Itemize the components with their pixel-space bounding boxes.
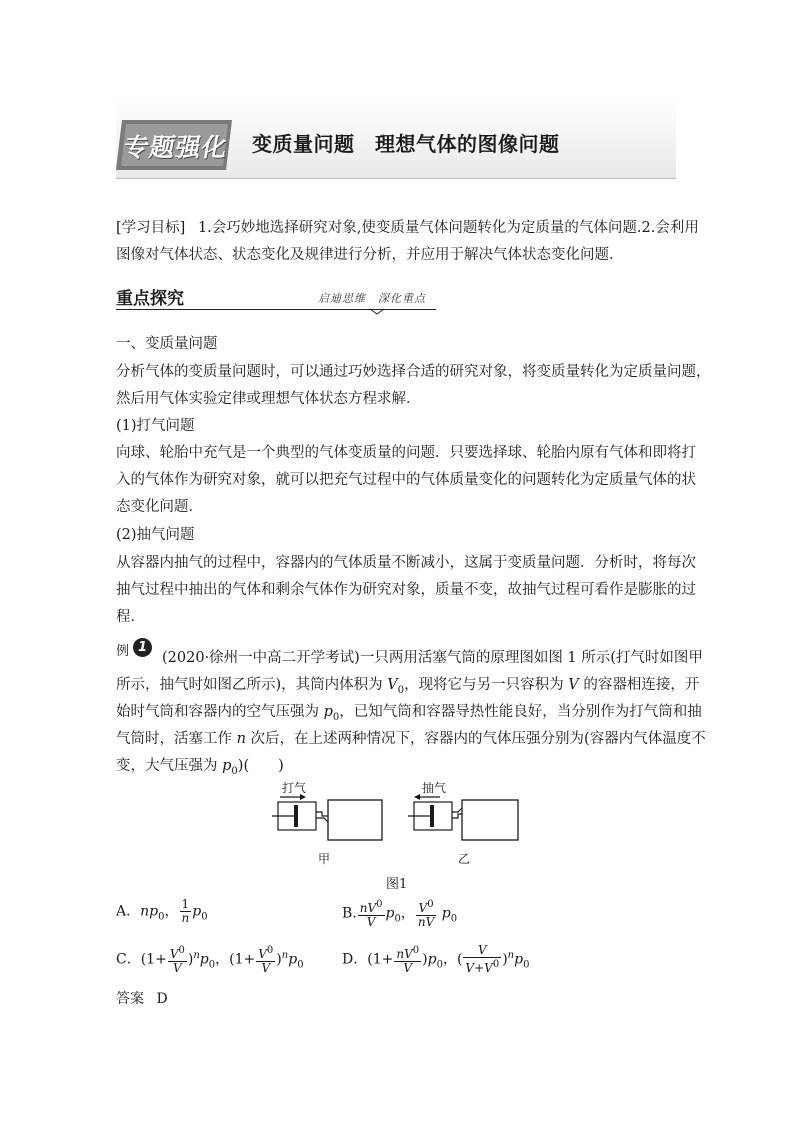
objectives-label: [学习目标] [116,220,186,236]
sub1-line-1: 向球、轮胎中充气是一个典型的气体变质量的问题．只要选择球、轮胎内原有气体和即将打 [116,445,696,461]
page-title: 变质量问题 理想气体的图像问题 [252,132,560,156]
part1-intro-1: 分析气体的变质量问题时，可以通过巧妙选择合适的研究对象，将变质量转化为定质量问题， [116,364,711,380]
example-line-2: 所示，抽气时如图乙所示)，其筒内体积为 $V_0$，现将它与另一只容积为 V 的容器相连接，开 [116,677,700,696]
example-line-3: 始时气筒和容器内的空气压强为 $p_0$，已知气筒和容器导热性能良好，当分别作为打气筒和抽 [116,704,702,723]
figure-caption: 图1 [386,877,408,892]
sub2-line-1: 从容器内抽气的过程中，容器内的气体质量不断减小，这属于变质量问题．分析时，将每次 [116,555,696,571]
example-label: 例 [116,644,130,659]
valve-a [316,812,328,816]
option-b[interactable]: B. $\frac{nV^0}{V}$ $p_0$， $\frac{V^0}{nV}$ $p_0$ [342,899,458,929]
section-divider [116,309,436,310]
example-line-4: 气筒时，活塞工作 n 次后，在上述两种情况下，容器内的气体压强分别为(容器内气体温度不 [116,731,706,747]
sub1-line-2: 入的气体作为研究对象，就可以把充气过程中的气体质量变化的问题转化为定质量气体的状 [116,472,696,488]
option-a[interactable]: A．$np_0$， $\frac{1}{n}$ $p_0$ [116,897,208,925]
container-b [462,800,518,840]
example-line-1: (2020·徐州一中高二开学考试)一只两用活塞气筒的原理图如图 1 所示(打气时如图甲 [162,650,703,666]
pump-diagram [270,776,530,846]
label-pump: 打气 [282,781,307,795]
sub1-title: (1)打气问题 [116,418,195,434]
answer-value: D [156,991,168,1007]
option-c[interactable]: C．(1+ $\frac{V^0}{V}$ )$^np_0$，(1+ $\frac{V^0}{V}$ )$^np_0$ [116,945,304,975]
sub2-line-3: 程． [116,609,145,625]
piston-b [430,805,434,827]
piston-a [294,805,298,827]
part1-intro-2: 然后用气体实验定律或理想气体状态方程求解． [116,391,421,407]
section-subtitle: 启迪思维 深化重点 [318,292,426,305]
arrow-left-head-icon [414,794,420,800]
label-suck: 抽气 [422,781,447,795]
part1-title: 一、变质量问题 [116,336,218,352]
answer [116,988,168,1008]
example-line-5: 变，大气压强为 $p_0$)( ) [116,758,284,777]
option-d[interactable]: D．(1+ $\frac{nV^0}{V}$ )$p_0$，( $\frac{V}{V+V^0}$ )$^np_0$ [342,943,530,975]
valve-b [452,808,462,812]
section-heading: 重点探究 [116,289,184,309]
suction-mode-diagram [408,794,518,840]
pump-mode-diagram [272,794,382,840]
caption-b: 乙 [458,852,471,866]
topic-badge [116,116,236,176]
sub2-line-2: 抽气过程中抽出的气体和剩余气体作为研究对象，质量不变，故抽气过程可看作是膨胀的过 [116,582,696,598]
badge-text: 专题强化 [121,133,231,162]
caption-a: 甲 [318,852,331,866]
answer-label: 答案 [116,991,144,1007]
sub1-line-3: 态变化问题． [116,499,203,515]
container-a [328,800,382,840]
divider-notch-icon [370,305,384,315]
objectives-line-1: [学习目标] 1.会巧妙地选择研究对象,使变质量气体问题转化为定质量的气体问题.2.会利用 [116,220,699,236]
example-number: 1 [133,638,152,657]
objectives-line-2: 图像对气体状态、状态变化及规律进行分析，并应用于解决气体状态变化问题． [116,247,624,263]
sub2-title: (2)抽气问题 [116,527,195,543]
